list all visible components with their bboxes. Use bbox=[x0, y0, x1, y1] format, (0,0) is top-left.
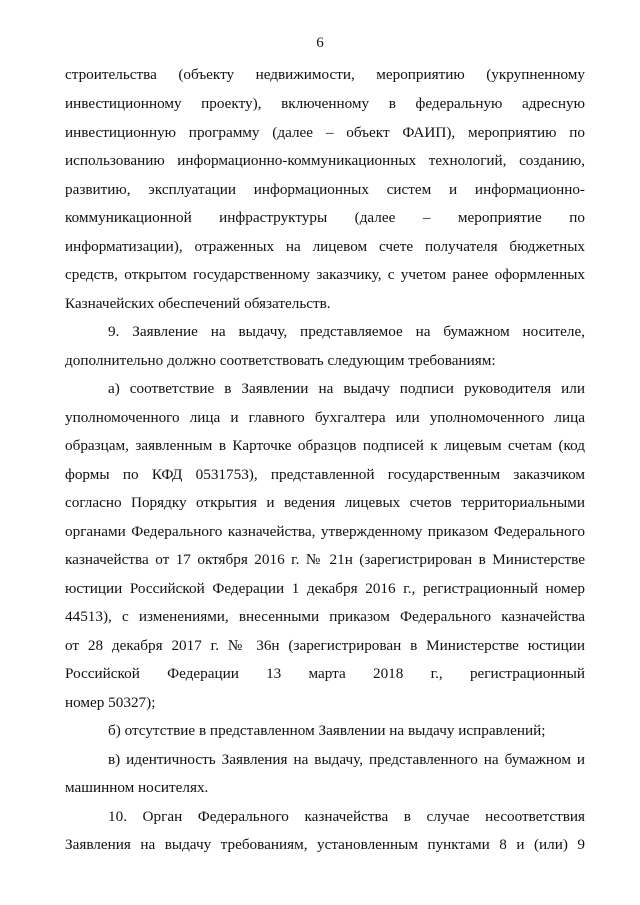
text-line: формы по КФД 0531753), представленной государственным заказчиком bbox=[65, 466, 585, 483]
text-line: инвестиционную программу (далее – объект ФАИП), мероприятию по bbox=[65, 124, 585, 141]
text-line: инвестиционному проекту), включенному в федеральную адресную bbox=[65, 95, 585, 112]
text-line: образцам, заявленным в Карточке образцов подписей к лицевым счетам (код bbox=[65, 437, 585, 454]
text-line: информатизации), отраженных на лицевом счете получателя бюджетных bbox=[65, 238, 585, 255]
text-line: номер 50327); bbox=[65, 694, 156, 711]
paragraph-10-heading: 10. Орган Федерального казначейства в случае несоответствия bbox=[108, 808, 585, 825]
text-line: строительства (объекту недвижимости, мероприятию (укрупненному bbox=[65, 66, 585, 83]
text-line: Российской Федерации 13 марта 2018 г., регистрационный bbox=[65, 665, 585, 682]
page-number: 6 bbox=[316, 35, 324, 51]
item-b-text: б) отсутствие в представленном Заявлении на выдачу исправлений; bbox=[108, 722, 546, 739]
item-v-heading: в) идентичность Заявления на выдачу, представленного на бумажном и bbox=[108, 751, 585, 768]
paragraph-9-heading: 9. Заявление на выдачу, представляемое на бумажном носителе, bbox=[108, 323, 585, 340]
text-line: согласно Порядку открытия и ведения лицевых счетов территориальными bbox=[65, 494, 585, 511]
text-line: уполномоченного лица и главного бухгалтера или уполномоченного лица bbox=[65, 409, 585, 426]
text-line: юстиции Российской Федерации 1 декабря 2016 г., регистрационный номер bbox=[65, 580, 585, 597]
text-line: органами Федерального казначейства, утвержденному приказом Федерального bbox=[65, 523, 585, 540]
text-line: дополнительно должно соответствовать следующим требованиям: bbox=[65, 352, 496, 369]
text-line: средств, открытом государственному заказчику, с учетом ранее оформленных bbox=[65, 266, 585, 283]
item-a-heading: а) соответствие в Заявлении на выдачу подписи руководителя или bbox=[108, 380, 585, 397]
text-line: казначейства от 17 октября 2016 г. № 21н (зарегистрирован в Министерстве bbox=[65, 551, 585, 568]
text-line: Казначейских обеспечений обязательств. bbox=[65, 295, 331, 312]
text-line: от 28 декабря 2017 г. № 36н (зарегистрирован в Министерстве юстиции bbox=[65, 637, 585, 654]
text-line: развитию, эксплуатации информационных систем и информационно- bbox=[65, 181, 585, 198]
text-line: 44513), с изменениями, внесенными приказом Федерального казначейства bbox=[65, 608, 585, 625]
text-line: Заявления на выдачу требованиям, установленным пунктами 8 и (или) 9 bbox=[65, 836, 585, 853]
text-line: машинном носителях. bbox=[65, 779, 209, 796]
text-line: использованию информационно-коммуникационных технологий, созданию, bbox=[65, 152, 585, 169]
text-line: коммуникационной инфраструктуры (далее – мероприятие по bbox=[65, 209, 585, 226]
